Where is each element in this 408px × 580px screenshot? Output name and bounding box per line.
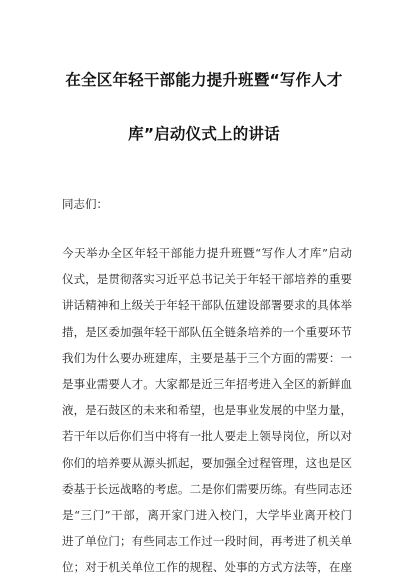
body-paragraph — [62, 240, 352, 580]
body-line-1: 今天举办全区年轻干部能力提升班暨“写作人才库”启动 — [62, 246, 352, 260]
body-line-9: 你们的培养要从源头抓起，要加强全过程管理，这也是区 — [62, 455, 352, 470]
body-line-3: 讲话精神和上级关于年轻干部队伍建设部署要求的具体举 — [62, 298, 352, 313]
body-line-8: 若干年以后你们当中将有一批人要走上领导岗位，所以对 — [62, 429, 352, 444]
body-line-2: 仪式，是贯彻落实习近平总书记关于年轻干部培养的重要 — [62, 272, 352, 287]
salutation: 同志们： — [62, 197, 108, 211]
body-line-7: 液，是石鼓区的未来和希望，也是事业发展的中坚力量， — [62, 403, 352, 418]
body-line-4: 措，是区委加强年轻干部队伍全链条培养的一个重要环节 — [62, 324, 352, 339]
body-line-5: 我们为什么要办班建库，主要是基于三个方面的需要：一 — [62, 350, 352, 365]
body-line-6: 是事业需要人才。大家都是近三年招考进入全区的新鲜血 — [62, 376, 352, 391]
body-line-12: 进了单位门；有些同志工作过一段时间，再考进了机关单 — [62, 534, 352, 549]
document-title-line-1: 在全区年轻干部能力提升班暨“写作人才 — [65, 71, 343, 89]
body-line-10: 委基于长远战略的考虑。二是你们需要历练。有些同志还 — [62, 481, 352, 496]
document-title-line-2: 库”启动仪式上的讲话 — [128, 125, 280, 143]
body-line-13: 位；对于机关单位工作的规程、处事的方式方法等，在座 — [62, 560, 352, 575]
body-line-11: 是“三门”干部，离开家门进入校门，大学毕业离开校门 — [62, 507, 352, 522]
